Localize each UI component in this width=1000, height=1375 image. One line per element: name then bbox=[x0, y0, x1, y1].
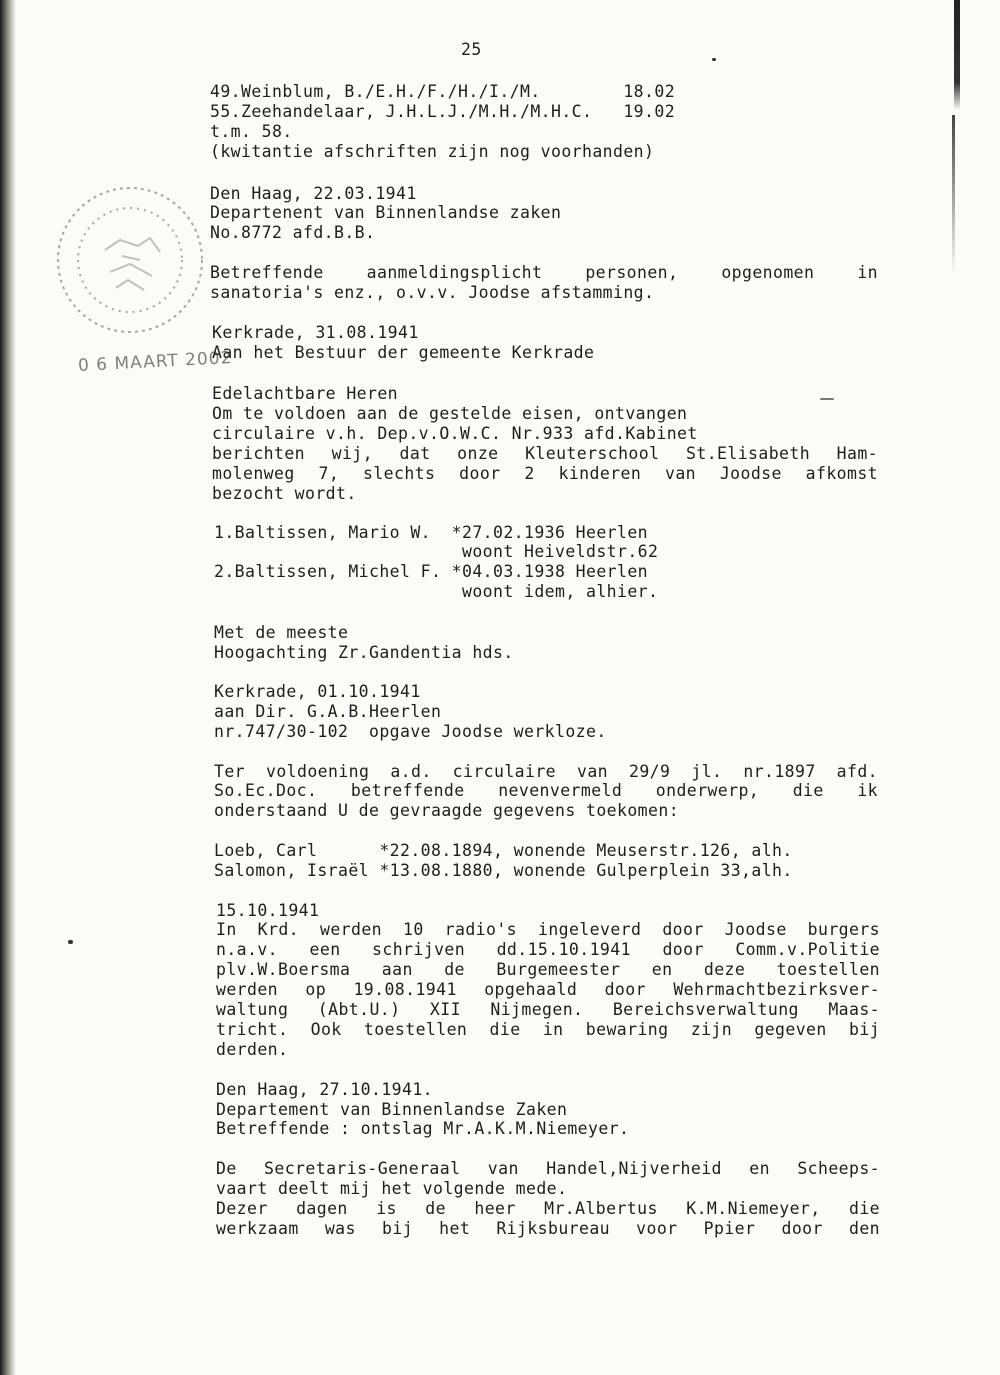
text-line: vaart deelt mij het volgende mede. bbox=[216, 1179, 568, 1198]
margin-ink-mark bbox=[954, 0, 960, 110]
text-line: plv.W.Boersma aan de Burgemeester en deze toestellen bbox=[216, 960, 880, 979]
text-line: woont idem, alhier. bbox=[214, 582, 659, 601]
text-line: tricht. Ook toestellen die in bewaring zijn gegeven bij bbox=[216, 1020, 880, 1039]
text-line: Dezer dagen is de heer Mr.Albertus K.M.Niemeyer, die bbox=[216, 1199, 880, 1218]
text-line: De Secretaris-Generaal van Handel,Nijverheid en Scheeps- bbox=[216, 1159, 880, 1178]
text-line: Kerkrade, 01.10.1941 bbox=[214, 682, 421, 701]
text-line: bezocht wordt. bbox=[212, 484, 357, 503]
text-line: In Krd. werden 10 radio's ingeleverd door Joodse burgers bbox=[216, 920, 880, 939]
page-number: 25 bbox=[461, 40, 482, 59]
text-line: Betreffende : ontslag Mr.A.K.M.Niemeyer. bbox=[216, 1119, 630, 1138]
text-line: (kwitantie afschriften zijn nog voorhanden) bbox=[210, 142, 655, 161]
text-line: So.Ec.Doc. betreffende nevenvermeld onderwerp, die ik bbox=[214, 781, 878, 800]
text-line: Loeb, Carl *22.08.1894, wonende Meuserstr.126, alh. bbox=[214, 841, 793, 860]
text-line: Edelachtbare Heren bbox=[212, 384, 399, 403]
text-line: Ter voldoening a.d. circulaire van 29/9 jl. nr.1897 afd. bbox=[214, 762, 878, 781]
text-line: 2.Baltissen, Michel F. *04.03.1938 Heerlen bbox=[214, 562, 649, 581]
text-line: Aan het Bestuur der gemeente Kerkrade bbox=[212, 343, 595, 362]
text-line: Den Haag, 22.03.1941 bbox=[210, 184, 417, 203]
text-line: Om te voldoen aan de gestelde eisen, ontvangen bbox=[212, 404, 688, 423]
text-line: Met de meeste bbox=[214, 623, 349, 642]
text-line: Departenent van Binnenlandse zaken bbox=[210, 203, 562, 222]
text-line: No.8772 afd.B.B. bbox=[210, 223, 376, 242]
ink-speck bbox=[68, 940, 73, 944]
text-line: n.a.v. een schrijven dd.15.10.1941 door Comm.v.Politie bbox=[216, 940, 880, 959]
text-line: Kerkrade, 31.08.1941 bbox=[212, 323, 419, 342]
archive-stamp-seal bbox=[50, 180, 210, 340]
text-line: sanatoria's enz., o.v.v. Joodse afstamming. bbox=[210, 283, 655, 302]
text-line: Den Haag, 27.10.1941. bbox=[216, 1080, 434, 1099]
text-line: Salomon, Israël *13.08.1880, wonende Gulperplein 33,alh. bbox=[214, 861, 793, 880]
text-line: waltung (Abt.U.) XII Nijmegen. Bereichsverwaltung Maas- bbox=[216, 1000, 880, 1019]
text-line: nr.747/30-102 opgave Joodse werkloze. bbox=[214, 722, 607, 741]
ink-speck bbox=[712, 58, 716, 61]
text-line: werden op 19.08.1941 opgehaald door Wehrmachtbezirksver- bbox=[216, 980, 880, 999]
text-line: 49.Weinblum, B./E.H./F./H./I./M. 18.02 bbox=[210, 82, 676, 101]
margin-ink-mark bbox=[952, 115, 955, 275]
text-line: woont Heiveldstr.62 bbox=[214, 542, 659, 561]
text-line: Hoogachting Zr.Gandentia hds. bbox=[214, 643, 514, 662]
archive-stamp-date: 0 6 MAART 2002 bbox=[77, 347, 233, 377]
text-line: t.m. 58. bbox=[210, 122, 293, 141]
text-line: onderstaand U de gevraagde gegevens toekomen: bbox=[214, 801, 680, 820]
text-line: Departement van Binnenlandse Zaken bbox=[216, 1100, 568, 1119]
ink-speck bbox=[820, 398, 834, 400]
text-line: aan Dir. G.A.B.Heerlen bbox=[214, 702, 442, 721]
scan-edge-shadow bbox=[0, 0, 16, 1375]
text-line: 15.10.1941 bbox=[216, 901, 320, 920]
text-line: derden. bbox=[216, 1040, 289, 1059]
text-line: circulaire v.h. Dep.v.O.W.C. Nr.933 afd.Kabinet bbox=[212, 424, 698, 443]
text-line: molenweg 7, slechts door 2 kinderen van Joodse afkomst bbox=[212, 464, 878, 483]
text-line: werkzaam was bij het Rijksbureau voor Ppier door den bbox=[216, 1219, 880, 1238]
text-line: berichten wij, dat onze Kleuterschool St.Elisabeth Ham- bbox=[212, 444, 878, 463]
text-line: 1.Baltissen, Mario W. *27.02.1936 Heerlen bbox=[214, 523, 649, 542]
text-line: 55.Zeehandelaar, J.H.L.J./M.H./M.H.C. 19.02 bbox=[210, 102, 676, 121]
text-line: Betreffende aanmeldingsplicht personen, opgenomen in bbox=[210, 263, 878, 282]
